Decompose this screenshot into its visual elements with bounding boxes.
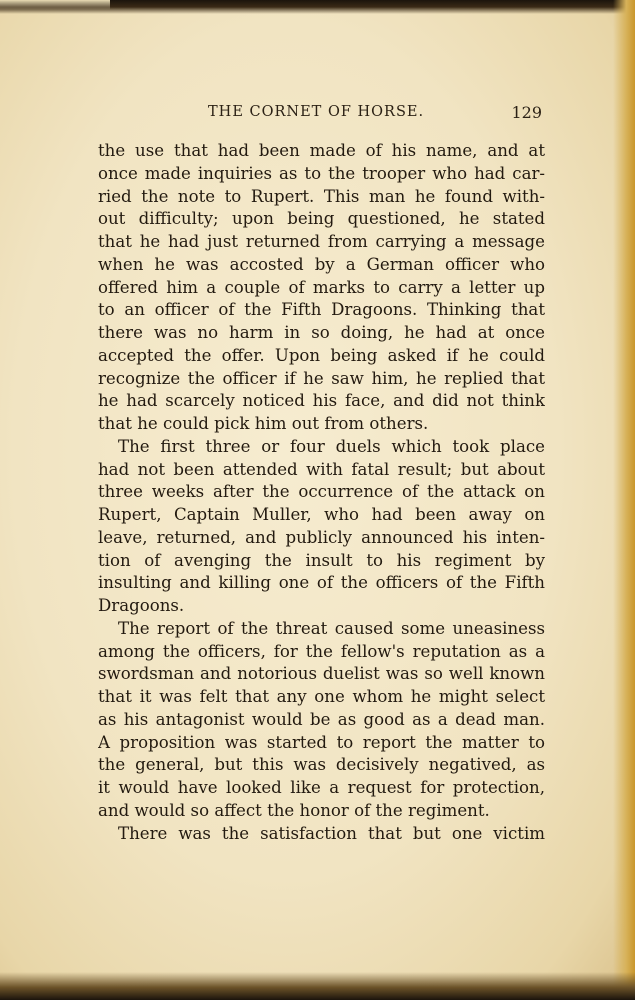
page-header bbox=[98, 100, 545, 126]
text-line: out difficulty; upon being questioned, he stated bbox=[98, 209, 545, 229]
text-line: insulting and killing one of the officers of the Fifth bbox=[98, 573, 545, 593]
text-line: when he was accosted by a German officer who bbox=[98, 254, 545, 274]
paragraph-first-line: The report of the threat caused some uneasiness bbox=[118, 618, 545, 638]
text-line: it would have looked like a request for protection, bbox=[98, 778, 545, 797]
text-line: there was no harm in so doing, he had at once bbox=[98, 323, 545, 342]
text-line: three weeks after the occurrence of the attack on bbox=[98, 482, 545, 502]
text-line: and would so affect the honor of the regiment. bbox=[98, 800, 490, 820]
text-line: accepted the offer. Upon being asked if he could bbox=[98, 345, 545, 365]
text-line: recognize the officer if he saw him, he replied that bbox=[98, 368, 545, 388]
paragraph-first-line: The first three or four duels which took place bbox=[118, 436, 545, 456]
page-right-edge bbox=[613, 0, 635, 1000]
text-line: had not been attended with fatal result; but about bbox=[98, 459, 545, 479]
text-line: offered him a couple of marks to carry a letter up bbox=[98, 277, 545, 297]
text-line: ried the note to Rupert. This man he found with- bbox=[98, 186, 545, 206]
text-line: to an officer of the Fifth Dragoons. Thinking that bbox=[98, 300, 545, 320]
running-title: THE CORNET OF HORSE. bbox=[208, 104, 425, 120]
text-line: among the officers, for the fellow's reputation as a bbox=[98, 641, 545, 661]
paragraph-first-line: There was the satisfaction that but one victim bbox=[118, 823, 545, 843]
text-line: that he had just returned from carrying a message bbox=[98, 232, 545, 251]
page-bottom-edge bbox=[0, 972, 635, 1000]
page-number: 129 bbox=[511, 103, 542, 122]
text-line: the use that had been made of his name, and at bbox=[98, 141, 545, 160]
page-top-edge-highlight bbox=[0, 0, 110, 10]
text-line: tion of avenging the insult to his regiment by bbox=[98, 550, 545, 570]
text-line: as his antagonist would be as good as a dead man. bbox=[98, 709, 545, 729]
text-line: the general, but this was decisively negatived, as bbox=[98, 755, 545, 775]
text-line: that he could pick him out from others. bbox=[98, 414, 429, 433]
text-line: swordsman and notorious duelist was so well known bbox=[98, 664, 545, 684]
body-text bbox=[98, 140, 545, 845]
text-line: Dragoons. bbox=[98, 596, 185, 615]
text-line: that it was felt that any one whom he might select bbox=[98, 687, 545, 706]
text-line: Rupert, Captain Muller, who had been away on bbox=[98, 505, 545, 524]
text-line: leave, returned, and publicly announced his inten- bbox=[98, 527, 545, 547]
text-line: he had scarcely noticed his face, and did not think bbox=[98, 391, 545, 411]
text-line: A proposition was started to report the matter to bbox=[98, 732, 545, 752]
text-line: once made inquiries as to the trooper who had car- bbox=[98, 163, 545, 183]
